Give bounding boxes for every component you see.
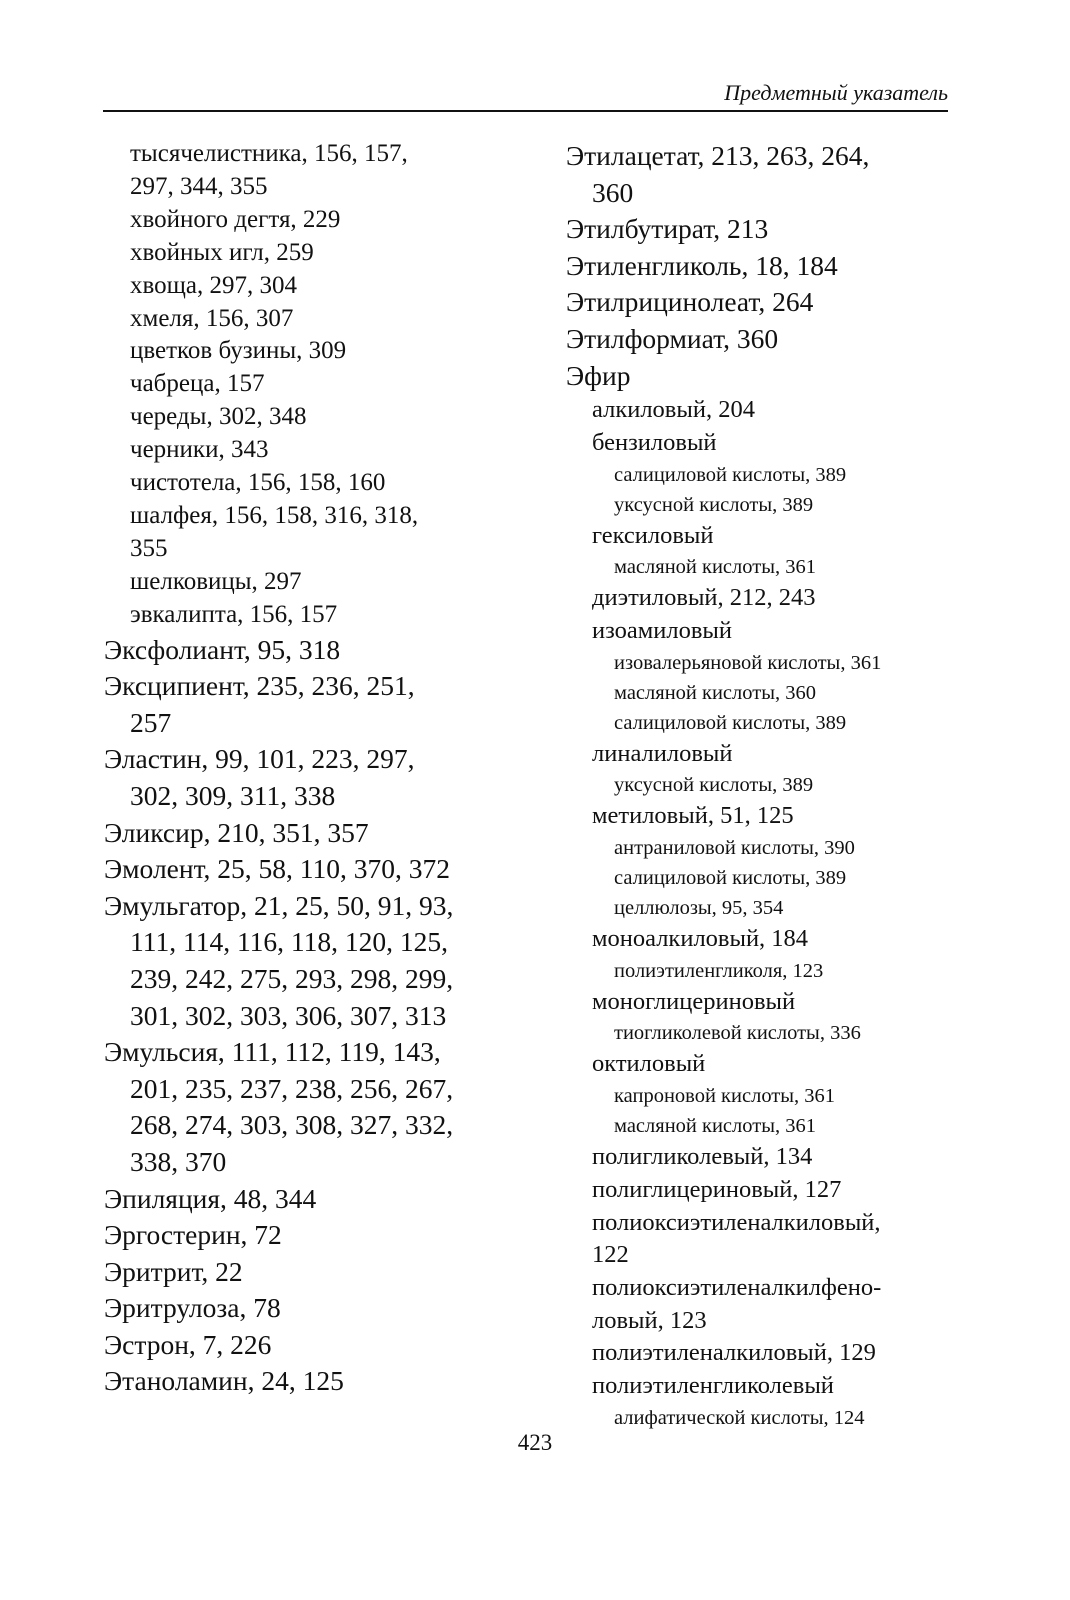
- index-entry-line: 360: [592, 176, 634, 208]
- index-entry: [566, 138, 966, 211]
- index-entry-line: Этилформиат, 360: [566, 322, 779, 354]
- index-entry: [566, 248, 966, 285]
- index-entry-line: Этиленгликоль, 18, 184: [566, 249, 838, 281]
- index-entry-line: хвойных игл, 259: [130, 238, 314, 266]
- index-entry: [566, 490, 966, 520]
- index-entry: [566, 1048, 966, 1081]
- index-entry: [566, 1111, 966, 1141]
- index-entry: [566, 460, 966, 490]
- index-entry-line: изоамиловый: [592, 616, 733, 644]
- index-entry-line: гексиловый: [592, 521, 714, 549]
- index-entry-line: полиэтиленалкиловый, 129: [592, 1339, 876, 1367]
- index-entry: [566, 552, 966, 582]
- index-entry-line: Эксфолиант, 95, 318: [104, 633, 341, 665]
- index-entry: [566, 427, 966, 460]
- index-entry-line: Эпиляция, 48, 344: [104, 1182, 317, 1214]
- index-entry: [104, 270, 524, 303]
- index-entry-line: цветков бузины, 309: [130, 337, 347, 365]
- index-entry-line: Эргостерин, 72: [104, 1219, 282, 1251]
- index-entry-line: хмеля, 156, 307: [130, 304, 294, 332]
- index-entry-line: тысячелистника, 156, 157,: [130, 140, 408, 167]
- index-column-left: [104, 138, 524, 1400]
- index-entry-line: Эликсир, 210, 351, 357: [104, 816, 369, 848]
- index-entry-line: масляной кислоты, 361: [614, 1115, 816, 1138]
- index-entry-line: хвоща, 297, 304: [130, 271, 297, 299]
- index-entry-line: чистотела, 156, 158, 160: [130, 469, 386, 497]
- index-entry-line: Этилацетат, 213, 263, 264,: [566, 140, 870, 171]
- index-entry-line: 297, 344, 355: [130, 172, 268, 200]
- index-entry: [566, 1337, 966, 1370]
- index-entry: [566, 1018, 966, 1048]
- header-title: Предметный указатель: [724, 80, 948, 105]
- page-number: 423: [517, 1430, 553, 1455]
- index-entry: [104, 815, 524, 852]
- index-entry-line: уксусной кислоты, 389: [614, 493, 814, 516]
- index-entry: [104, 1034, 524, 1180]
- index-entry-line: хвойного дегтя, 229: [130, 205, 341, 233]
- index-entry-line: 201, 235, 237, 238, 256, 267,: [130, 1072, 454, 1104]
- index-entry: [104, 335, 524, 368]
- index-entry: [566, 358, 966, 395]
- index-entry: [566, 1141, 966, 1174]
- index-entry-line: череды, 302, 348: [130, 403, 307, 431]
- index-entry: [566, 738, 966, 771]
- index-entry-line: 355: [130, 534, 168, 562]
- index-entry-line: полигликолевый, 134: [592, 1143, 813, 1171]
- index-entry-line: Эритрит, 22: [104, 1255, 243, 1287]
- index-entry-line: алкиловый, 204: [592, 396, 755, 424]
- index-entry: [104, 237, 524, 270]
- index-entry: [104, 741, 524, 814]
- index-entry-line: салициловой кислоты, 389: [614, 463, 847, 486]
- index-entry: [566, 678, 966, 708]
- index-entry-line: Эфир: [566, 359, 631, 391]
- index-entry: [104, 851, 524, 888]
- index-entry: [566, 1081, 966, 1111]
- index-entry-line: полиглицериновый, 127: [592, 1175, 842, 1203]
- index-entry-line: Эмолент, 25, 58, 110, 370, 372: [104, 853, 451, 885]
- index-entry-line: диэтиловый, 212, 243: [592, 584, 816, 612]
- running-header: [103, 78, 948, 112]
- index-entry: [104, 888, 524, 1034]
- index-entry-line: моноалкиловый, 184: [592, 925, 809, 953]
- index-entry-line: 239, 242, 275, 293, 298, 299,: [130, 962, 454, 994]
- index-entry-line: Эластин, 99, 101, 223, 297,: [104, 743, 415, 775]
- index-entry-line: Этилбутират, 213: [566, 213, 769, 245]
- index-entry-line: тиогликолевой кислоты, 336: [614, 1022, 861, 1045]
- index-entry-line: полиэтиленгликоля, 123: [614, 959, 824, 982]
- index-entry: [566, 1370, 966, 1403]
- index-entry-line: ловый, 123: [592, 1306, 707, 1334]
- index-entry-line: Эмульсия, 111, 112, 119, 143,: [104, 1036, 441, 1068]
- index-entry: [566, 833, 966, 863]
- index-entry: [104, 1363, 524, 1400]
- index-entry-line: моноглицериновый: [592, 987, 796, 1015]
- index-entry-line: шалфея, 156, 158, 316, 318,: [130, 501, 419, 529]
- index-entry-line: полиоксиэтиленалкиловый,: [592, 1208, 881, 1236]
- index-entry: [104, 467, 524, 500]
- index-entry: [104, 204, 524, 237]
- index-entry: [566, 615, 966, 648]
- index-entry-line: 257: [130, 706, 172, 738]
- index-entry-line: 338, 370: [130, 1145, 227, 1177]
- index-entry: [104, 1327, 524, 1364]
- index-entry: [566, 863, 966, 893]
- index-entry: [104, 368, 524, 401]
- index-entry: [104, 1290, 524, 1327]
- index-entry-line: октиловый: [592, 1050, 706, 1078]
- index-entry-line: Этаноламин, 24, 125: [104, 1365, 344, 1397]
- index-entry: [104, 1181, 524, 1218]
- index-entry: [566, 1207, 966, 1272]
- index-entry: [104, 303, 524, 336]
- index-entry-line: целлюлозы, 95, 354: [614, 897, 784, 920]
- index-entry: [104, 668, 524, 741]
- index-entry-line: чабреца, 157: [130, 370, 265, 398]
- index-entry: [566, 520, 966, 553]
- index-entry-line: Этилрицинолеат, 264: [566, 286, 814, 318]
- index-column-right: [566, 138, 966, 1433]
- index-entry: [566, 648, 966, 678]
- index-entry: [104, 434, 524, 467]
- index-entry: [566, 321, 966, 358]
- index-entry: [566, 708, 966, 738]
- index-entry-line: Эритрулоза, 78: [104, 1292, 281, 1324]
- index-entry: [104, 566, 524, 599]
- index-entry-line: салициловой кислоты, 389: [614, 711, 847, 734]
- index-entry-line: салициловой кислоты, 389: [614, 867, 847, 890]
- index-entry-line: Эстрон, 7, 226: [104, 1328, 272, 1360]
- index-entry: [566, 582, 966, 615]
- index-entry: [566, 1174, 966, 1207]
- index-entry-line: капроновой кислоты, 361: [614, 1085, 836, 1108]
- header-rule: [103, 110, 948, 112]
- index-entry: [104, 599, 524, 632]
- index-entry-line: 301, 302, 303, 306, 307, 313: [130, 999, 447, 1031]
- index-entry-line: линалиловый: [592, 739, 733, 767]
- index-entry: [104, 138, 524, 204]
- index-entry-line: метиловый, 51, 125: [592, 802, 794, 830]
- index-entry: [566, 1272, 966, 1337]
- index-entry: [566, 893, 966, 923]
- index-entry-line: полиоксиэтиленалкилфено-: [592, 1274, 882, 1301]
- index-entry: [566, 284, 966, 321]
- index-entry: [566, 394, 966, 427]
- index-entry-line: 122: [592, 1241, 629, 1269]
- index-entry: [104, 1254, 524, 1291]
- index-entry-line: эвкалипта, 156, 157: [130, 600, 338, 628]
- index-entry: [566, 923, 966, 956]
- index-entry-line: шелковицы, 297: [130, 567, 302, 595]
- index-entry: [566, 986, 966, 1019]
- index-entry: [566, 800, 966, 833]
- index-entry-line: антраниловой кислоты, 390: [614, 837, 855, 860]
- index-entry-line: 268, 274, 303, 308, 327, 332,: [130, 1109, 454, 1141]
- index-entry: [104, 1217, 524, 1254]
- index-entry: [566, 1403, 966, 1433]
- index-entry-line: масляной кислоты, 361: [614, 556, 816, 579]
- index-entry-line: масляной кислоты, 360: [614, 681, 816, 704]
- index-entry: [566, 770, 966, 800]
- index-entry-line: Эксципиент, 235, 236, 251,: [104, 670, 415, 702]
- index-entry: [566, 211, 966, 248]
- index-entry-line: алифатической кислоты, 124: [614, 1406, 865, 1429]
- index-entry-line: черники, 343: [130, 436, 269, 464]
- index-entry: [104, 401, 524, 434]
- index-entry-line: 111, 114, 116, 118, 120, 125,: [130, 926, 449, 958]
- index-entry-line: Эмульгатор, 21, 25, 50, 91, 93,: [104, 889, 454, 921]
- index-entry-line: изовалерьяновой кислоты, 361: [614, 651, 882, 674]
- index-entry: [104, 632, 524, 669]
- index-entry: [566, 956, 966, 986]
- index-entry-line: 302, 309, 311, 338: [130, 779, 336, 811]
- index-entry: [104, 500, 524, 566]
- index-entry-line: бензиловый: [592, 428, 717, 456]
- index-entry-line: уксусной кислоты, 389: [614, 774, 814, 797]
- index-entry-line: полиэтиленгликолевый: [592, 1372, 834, 1400]
